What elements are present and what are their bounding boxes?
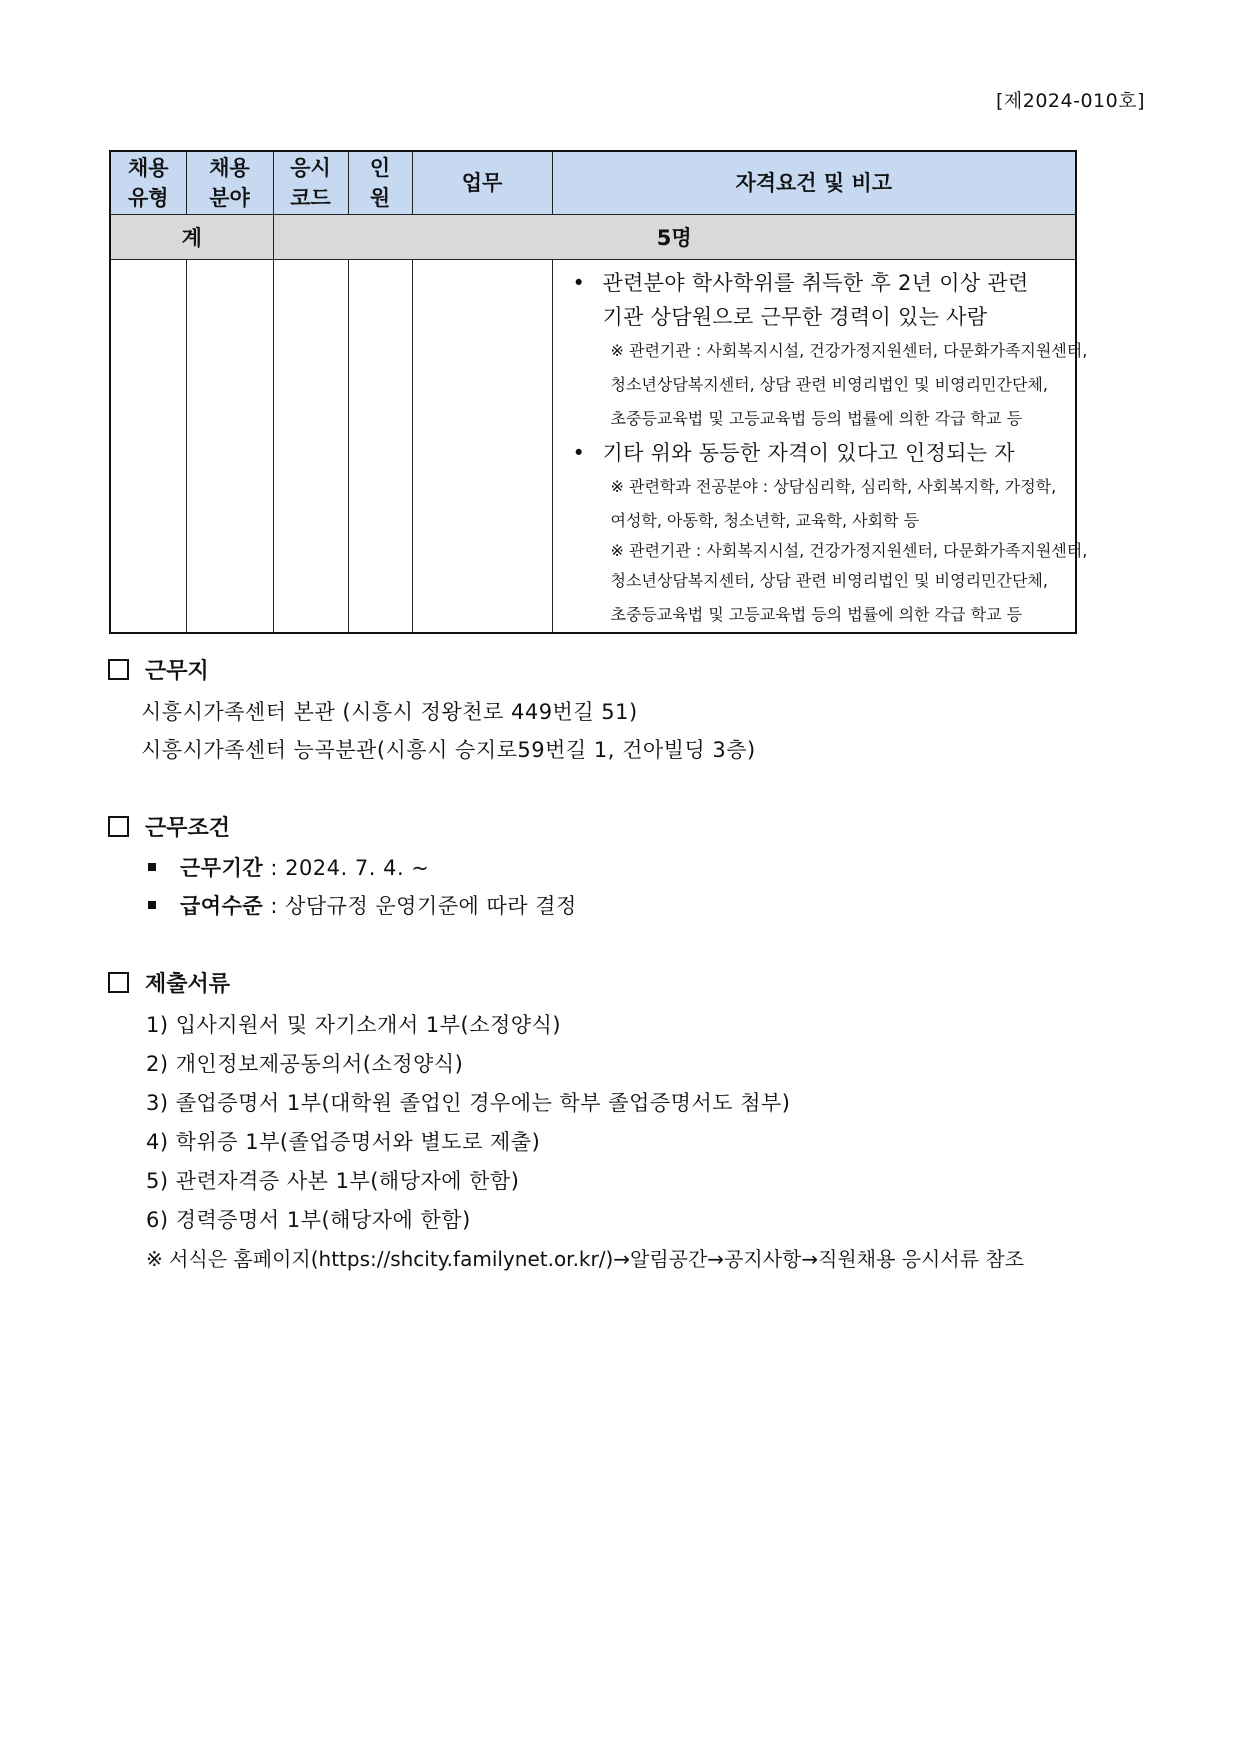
qualification-note-2: ※ 관련학과 전공분야 : 상담심리학, 심리학, 사회복지학, 가정학, 여성학, 아동학, 청소년학, 교육학, 사회학 등 [610,477,1057,530]
table-total-row [110,215,1076,260]
header-employment-field: 채용 분야 [186,151,273,215]
workplace-line: 시흥시가족센터 본관 (시흥시 정왕천로 449번길 51) [141,700,638,724]
documents-note: ※ 서식은 홈페이지(https://shcity.familynet.or.kr/)→알림공간→공지사항→직원채용 응시서류 참조 [146,1247,1025,1271]
cell-employment-field [186,260,273,634]
condition-salary: 급여수준 : 상담규정 운영기준에 따라 결정 [148,890,577,920]
qualification-note-1: ※ 관련기관 : 사회복지시설, 건강가정지원센터, 다문화가족지원센터, 청소년상담복지센터, 상담 관련 비영리법인 및 비영리민간단체, 초중등교육법 및 고등교육법 등의 법률에 의한 각급 학교 등 [610,341,1088,428]
workplace-line: 시흥시가족센터 능곡분관(시흥시 승지로59번길 1, 건아빌딩 3층) [141,738,756,762]
bullet-icon: • [572,441,586,465]
checkbox-square-icon [108,816,129,837]
cell-qualifications [552,260,1088,634]
header-qualifications: 자격요건 및 비고 [552,151,1076,215]
cell-application-code [273,260,348,634]
cell-headcount [348,260,412,634]
qualification-bullet-1: • 관련분야 학사학위를 취득한 후 2년 이상 관련 기관 상담원으로 근무한 경력이 있는 사람 [567,266,1066,334]
document-item: 4) 학위증 1부(졸업증명서와 별도로 제출) [146,1130,541,1154]
table-header-row [110,151,1076,215]
document-item: 5) 관련자격증 사본 1부(해당자에 한함) [146,1169,520,1193]
table-row [110,260,1076,634]
section-documents-title: 제출서류 [108,967,230,998]
document-item: 1) 입사지원서 및 자기소개서 1부(소정양식) [146,1013,562,1037]
square-bullet-icon [148,901,156,909]
checkbox-square-icon [108,659,129,680]
total-label: 계 [110,215,273,260]
section-conditions-title: 근무조건 [108,811,230,842]
section-workplace-title: 근무지 [108,654,209,685]
document-item: 6) 경력증명서 1부(해당자에 한함) [146,1208,471,1232]
qualification-bullet-2: • 기타 위와 동등한 자격이 있다고 인정되는 자 [567,436,1066,470]
header-employment-type: 채용 유형 [110,151,186,215]
cell-employment-type [110,260,186,634]
header-duties: 업무 [412,151,552,215]
total-value: 5명 [273,215,1076,260]
cell-duties [412,260,552,634]
document-number: [제2024-010호] [995,90,1145,112]
square-bullet-icon [148,863,156,871]
bullet-icon: • [572,271,586,295]
header-headcount: 인 원 [348,151,412,215]
condition-period: 근무기간 : 2024. 7. 4. ~ [148,852,429,882]
header-application-code: 응시 코드 [273,151,348,215]
document-item: 2) 개인정보제공동의서(소정양식) [146,1052,464,1076]
qualification-note-3: ※ 관련기관 : 사회복지시설, 건강가정지원센터, 다문화가족지원센터, 청소년상담복지센터, 상담 관련 비영리법인 및 비영리민간단체, 초중등교육법 및 고등교육법 등의 법률에 의한 각급 학교 등 [610,541,1088,624]
recruitment-table [109,150,1088,634]
checkbox-square-icon [108,972,129,993]
document-item: 3) 졸업증명서 1부(대학원 졸업인 경우에는 학부 졸업증명서도 첨부) [146,1091,791,1115]
